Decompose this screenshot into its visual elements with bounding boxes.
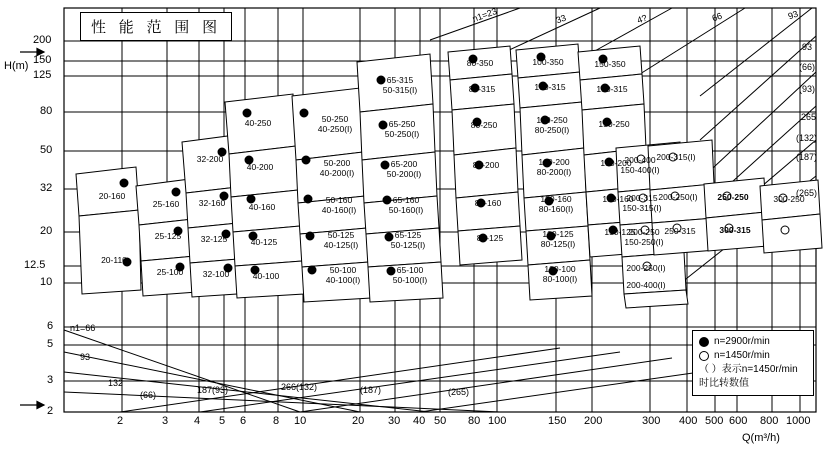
ns-label-right: (187) <box>796 152 818 162</box>
x-tick: 400 <box>679 415 698 427</box>
pump-label-50-160-alt[interactable]: 40-160(I) <box>321 205 357 215</box>
y-tick: 5 <box>47 338 54 350</box>
x-tick: 40 <box>413 415 426 427</box>
ns-label-top: 33 <box>554 12 568 26</box>
pump-label-65-315-alt[interactable]: 50-315(I) <box>382 85 418 95</box>
pump-label-25-160[interactable]: 25-160 <box>152 199 180 209</box>
x-tick: 4 <box>194 415 201 427</box>
pump-label-200-250-d[interactable]: 250-315 <box>664 226 696 236</box>
pump-label-80-250[interactable]: 80-250 <box>470 120 498 130</box>
pump-label-250-315[interactable]: 250-250 <box>717 192 749 202</box>
x-tick: 30 <box>388 415 401 427</box>
ns-label-bottom: (265) <box>448 387 470 397</box>
pump-label-200-400[interactable]: 200-400 <box>624 155 656 165</box>
y-tick: 200 <box>33 34 52 46</box>
pump-label-50-100-alt[interactable]: 40-100(I) <box>325 275 361 285</box>
pump-label-100-160-alt[interactable]: 80-160(I) <box>538 204 574 214</box>
legend-row-note2 <box>699 377 807 391</box>
ns-label-top: 4? <box>635 12 649 26</box>
pump-label-50-250[interactable]: 50-250 <box>321 114 349 124</box>
pump-label-200-315-alt[interactable]: 150-315(I) <box>622 203 662 213</box>
x-tick: 5 <box>219 415 226 427</box>
pump-label-20-160[interactable]: 20-160 <box>98 191 126 201</box>
legend-row-note1 <box>699 363 807 377</box>
ns-label-top: 93 <box>786 8 800 22</box>
pump-label-200-400-I[interactable]: 200-315(I) <box>656 152 696 162</box>
pump-label-150-315[interactable]: 150-315 <box>596 84 628 94</box>
pump-label-100-200-alt[interactable]: 80-200(I) <box>536 167 572 177</box>
ns-label-bottom: n1=66 <box>70 323 96 333</box>
pump-label-150-160[interactable]: 150-160 <box>602 194 634 204</box>
pump-label-100-250-alt[interactable]: 80-250(I) <box>534 125 570 135</box>
y-tick: 2 <box>47 405 54 417</box>
legend-row-1450 <box>699 349 807 363</box>
filled-circle-icon <box>699 337 709 347</box>
pump-label-50-100[interactable]: 50-100 <box>329 265 357 275</box>
x-tick: 50 <box>434 415 447 427</box>
ns-label-right: (132) <box>796 133 818 143</box>
pump-label-40-100[interactable]: 40-100 <box>252 271 280 281</box>
pump-label-65-160[interactable]: 65-160 <box>392 195 420 205</box>
legend-note-2: 时比转数值 <box>699 378 749 389</box>
ns-label-bottom: 187(93) <box>197 385 229 395</box>
pump-label-65-200[interactable]: 65-200 <box>390 159 418 169</box>
pump-label-25-125[interactable]: 25-125 <box>154 231 182 241</box>
pump-label-100-100[interactable]: 100-100 <box>544 264 576 274</box>
ns-label-bottom: 132 <box>108 378 124 388</box>
ns-label-right: (66) <box>799 62 816 72</box>
y-tick: 6 <box>47 320 54 332</box>
pump-label-40-125[interactable]: 40-125 <box>250 237 278 247</box>
y-tick: 20 <box>40 225 53 237</box>
pump-label-32-125[interactable]: 32-125 <box>200 234 228 244</box>
x-tick: 800 <box>760 415 779 427</box>
pump-label-65-160-alt[interactable]: 50-160(I) <box>388 205 424 215</box>
page-title: 性 能 范 围 图 <box>80 12 232 41</box>
pump-label-40-160[interactable]: 40-160 <box>248 202 276 212</box>
ns-label-bottom: 266(132) <box>281 382 318 392</box>
pump-label-80-160[interactable]: 80-160 <box>474 198 502 208</box>
pump-label-100-200[interactable]: 100-200 <box>538 157 570 167</box>
pump-label-65-315[interactable]: 65-315 <box>386 75 414 85</box>
ns-label-top: 66 <box>710 10 724 24</box>
x-tick: 10 <box>294 415 307 427</box>
pump-label-65-100[interactable]: 65-100 <box>396 265 424 275</box>
pump-label-200-250[interactable]: 200-250 <box>628 227 660 237</box>
x-tick: 300 <box>642 415 661 427</box>
pump-label-100-160[interactable]: 100-160 <box>540 194 572 204</box>
legend-label-2900: n=2900r/min <box>714 336 770 347</box>
pump-label-32-100[interactable]: 32-100 <box>202 269 230 279</box>
pump-label-250-250[interactable]: 300-315 <box>719 225 751 235</box>
pump-label-100-125[interactable]: 100-125 <box>542 229 574 239</box>
pump-label-80-350[interactable]: 80-350 <box>466 58 494 68</box>
pump-label-32-160[interactable]: 32-160 <box>198 198 226 208</box>
legend-note-1: （ ）表示n=1450r/min <box>699 364 798 375</box>
pump-label-150-200[interactable]: 150-200 <box>600 158 632 168</box>
pump-label-200-400-alt[interactable]: 150-400(I) <box>620 165 660 175</box>
pump-label-65-250-alt[interactable]: 50-250(I) <box>384 129 420 139</box>
pump-label-80-315[interactable]: 80-315 <box>468 84 496 94</box>
pump-label-25-100[interactable]: 25-100 <box>156 267 184 277</box>
pump-label-100-350[interactable]: 100-350 <box>532 57 564 67</box>
pump-label-100-315[interactable]: 100-315 <box>534 82 566 92</box>
pump-label-50-160[interactable]: 50-160 <box>325 195 353 205</box>
y-tick: 3 <box>47 374 54 386</box>
y-tick: 12.5 <box>24 259 46 271</box>
pump-label-100-125-alt[interactable]: 80-125(I) <box>540 239 576 249</box>
x-tick: 6 <box>240 415 247 427</box>
ns-label-bottom: (187) <box>360 385 382 395</box>
ns-label-right: 93 <box>802 42 813 52</box>
pump-label-80-125[interactable]: 80-125 <box>476 233 504 243</box>
ns-label-right-265: 265 <box>801 112 817 122</box>
hollow-circle-icon <box>699 351 709 361</box>
x-tick: 150 <box>548 415 567 427</box>
pump-label-200-315[interactable]: 200-315 <box>626 193 658 203</box>
pump-label-300-315[interactable]: 300-250 <box>773 194 805 204</box>
ns-label-bottom: (66) <box>140 390 157 400</box>
pump-label-50-125[interactable]: 50-125 <box>327 230 355 240</box>
pump-label-80-200[interactable]: 80-200 <box>472 160 500 170</box>
y-tick: 32 <box>40 182 53 194</box>
pump-label-150-250[interactable]: 150-250 <box>598 119 630 129</box>
pump-label-65-125-alt[interactable]: 50-125(I) <box>390 240 426 250</box>
y-tick: 80 <box>40 105 53 117</box>
pump-label-40-250[interactable]: 40-250 <box>244 118 272 128</box>
legend-label-1450: n=1450r/min <box>714 350 770 361</box>
ns-label-right: (265) <box>796 188 818 198</box>
y-tick: 150 <box>33 54 52 66</box>
x-tick: 500 <box>705 415 724 427</box>
pump-label-200-250-alt[interactable]: 150-250(I) <box>624 237 664 247</box>
pump-label-50-200[interactable]: 50-200 <box>323 158 351 168</box>
ns-label-bottom: 93 <box>80 352 91 362</box>
legend-box <box>692 330 814 396</box>
x-tick: 200 <box>584 415 603 427</box>
pump-label-50-200-alt[interactable]: 40-200(I) <box>319 168 355 178</box>
x-tick: 2 <box>117 415 124 427</box>
x-tick: 600 <box>729 415 748 427</box>
pump-label-200-315-I[interactable]: 200-250(I) <box>658 192 698 202</box>
pump-label-100-100-alt[interactable]: 80-100(I) <box>542 274 578 284</box>
pump-label-20-110[interactable]: 20-110 <box>101 255 127 265</box>
pump-label-65-125[interactable]: 65-125 <box>394 230 422 240</box>
y-tick: 50 <box>40 144 53 156</box>
pump-label-65-200-alt[interactable]: 50-200(I) <box>386 169 422 179</box>
pump-label-65-250[interactable]: 65-250 <box>388 119 416 129</box>
x-tick: 8 <box>273 415 280 427</box>
pump-label-150-350[interactable]: 150-350 <box>594 59 626 69</box>
pump-label-100-250[interactable]: 100-250 <box>536 115 568 125</box>
ns-label-right: (93) <box>799 84 816 94</box>
pump-label-150-200-b[interactable]: 200-400(I) <box>626 280 666 290</box>
pump-label-50-125-alt[interactable]: 40-125(I) <box>323 240 359 250</box>
y-tick: 125 <box>33 69 52 81</box>
pump-label-150-125[interactable]: 150-125 <box>604 227 636 237</box>
pump-label-50-250-alt[interactable]: 40-250(I) <box>317 124 353 134</box>
x-tick: 80 <box>468 415 481 427</box>
x-axis-label: Q(m³/h) <box>742 432 780 444</box>
y-tick: 10 <box>40 276 53 288</box>
pump-label-40-200[interactable]: 40-200 <box>246 162 274 172</box>
y-axis-label: H(m) <box>4 60 29 72</box>
legend-row-2900 <box>699 335 807 349</box>
x-tick: 3 <box>162 415 169 427</box>
x-tick: 100 <box>488 415 507 427</box>
pump-label-32-200[interactable]: 32-200 <box>196 154 224 164</box>
ns-label-top: n1=23 <box>471 5 499 25</box>
pump-label-200-250-I[interactable]: 200-250(I) <box>626 263 666 273</box>
pump-label-65-100-alt[interactable]: 50-100(I) <box>392 275 428 285</box>
x-tick: 1000 <box>786 415 811 427</box>
x-tick: 20 <box>352 415 365 427</box>
